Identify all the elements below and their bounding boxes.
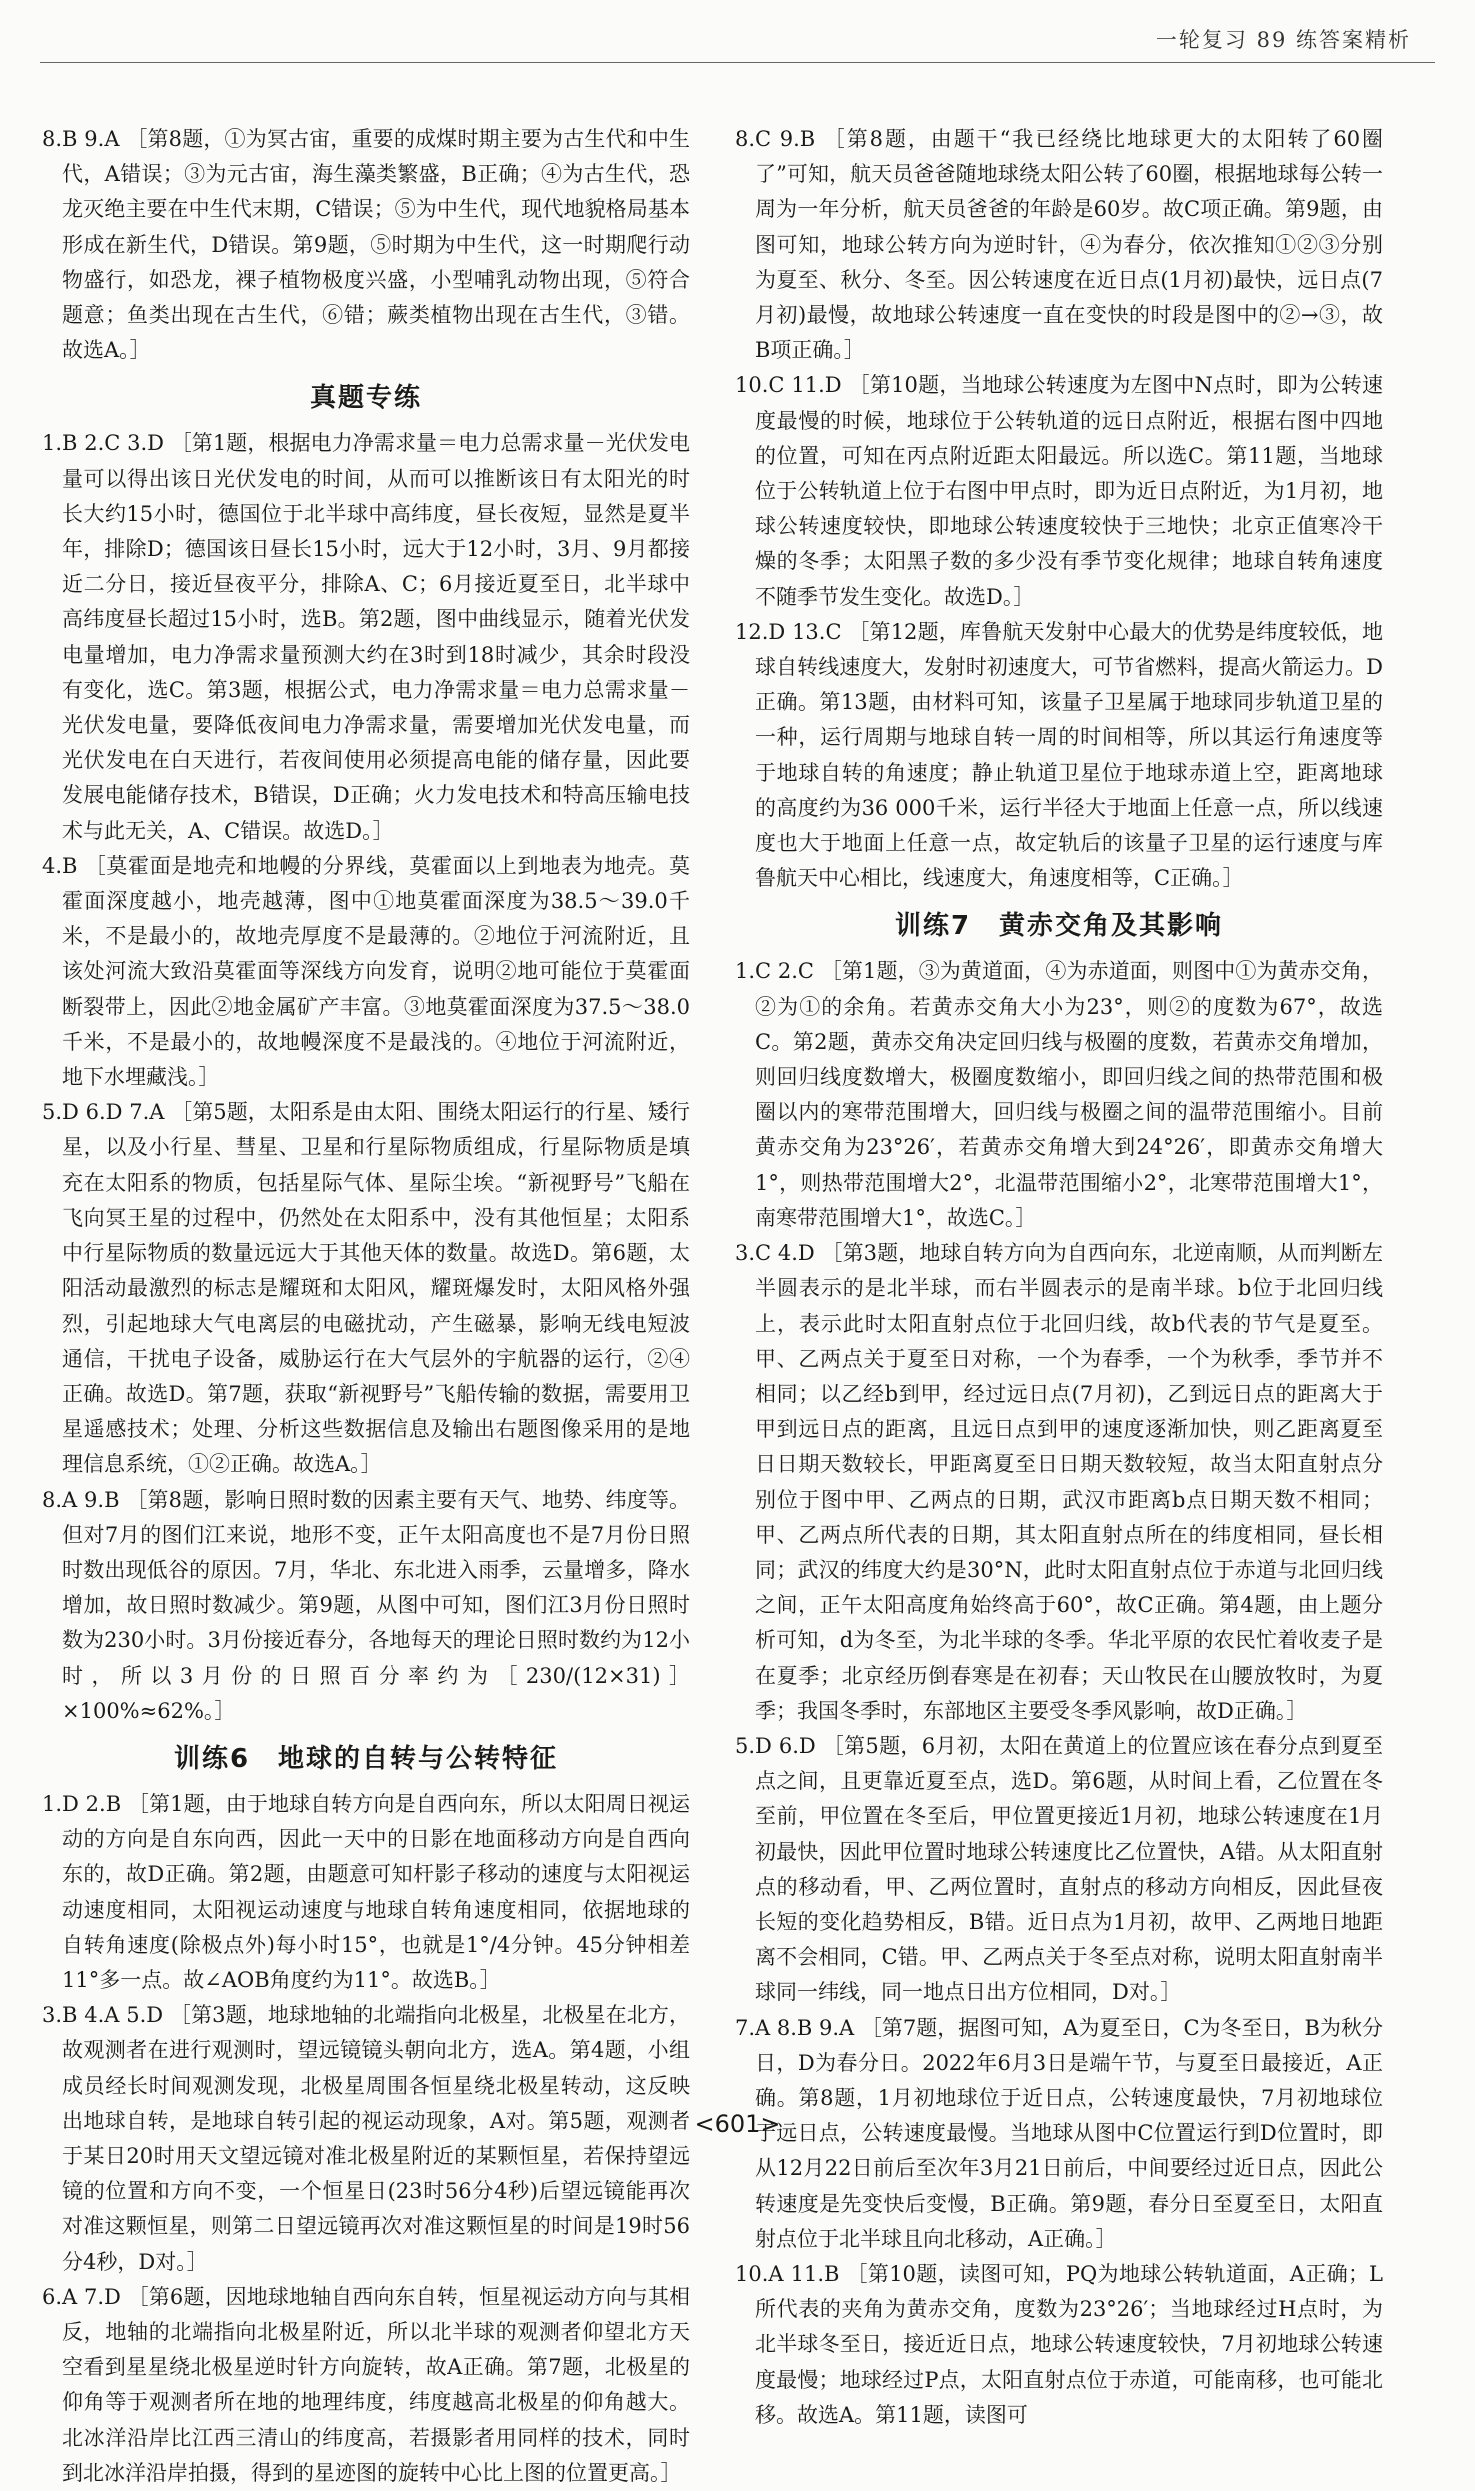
answer-paragraph: 3.C 4.D ［第3题，地球自转方向为自西向东，北逆南顺，从而判断左半圆表示的是北半球，而右半圆表示的是南半球。b位于北回归线上，表示此时太阳直射点位于北回归线，故b代表的节气是夏至。甲、乙两点关于夏至日对称，一个为春季，一个为秋季，季节并不相同；以乙经b到甲，经过远日点(7月初)，乙到远日点的距离大于甲到远日点的距离，且远日点到甲的速度逐渐加快，则乙距离夏至日日期天数较长，甲距离夏至日日期天数较短，故当太阳直射点分别位于图中甲、乙两点的日期，武汉市距离b点日期天数不相同；甲、乙两点所代表的日期，其太阳直射点所在的纬度相同，昼长相同；武汉的纬度大约是30°N，此时太阳直射点位于赤道与北回归线之间，正午太阳高度角始终高于60°，故C正确。第4题，由上题分析可知，d为冬至，为北半球的冬季。华北平原的农民忙着收麦子是在夏季；北京经历倒春寒是在初春；天山牧民在山腰放牧时，为夏季；我国冬季时，东部地区主要受冬季风影响，故D正确。］ xyxy=(735,1241,1383,1723)
answer-paragraph: 8.C 9.B ［第8题，由题干“我已经绕比地球更大的太阳转了60圈了”可知，航天员爸爸随地球绕太阳公转了60圈，根据地球每公转一周为一年分析，航天员爸爸的年龄是60岁。故C项正确。第9题，由图可知，地球公转方向为逆时针，④为春分，依次推知①②③分别为夏至、秋分、冬至。因公转速度在近日点(1月初)最快，远日点(7月初)最慢，故地球公转速度一直在变快的时段是图中的②→③，故B项正确。］ xyxy=(735,127,1383,363)
page-number: <601> xyxy=(694,2110,781,2138)
answer-paragraph: 4.B ［莫霍面是地壳和地幔的分界线，莫霍面以上到地表为地壳。莫霍面深度越小，地壳越薄，图中①地莫霍面深度为38.5～39.0千米，不是最小的，故地壳厚度不是最薄的。②地位于河流附近，且该处河流大致沿莫霍面等深线方向发育，说明②地可能位于莫霍面断裂带上，因此②地金属矿产丰富。③地莫霍面深度为37.5～38.0千米，不是最小的，故地幔深度不是最浅的。④地位于河流附近，地下水埋藏浅。］ xyxy=(42,853,690,1090)
section-title: 真题专练 xyxy=(309,383,422,414)
section-title: 训练7 黄赤交角及其影响 xyxy=(894,911,1224,942)
answer-paragraph: 7.A 8.B 9.A ［第7题，据图可知，A为夏至日，C为冬至日，B为秋分日，D为春分日。2022年6月3日是端午节，与夏至日最接近，A正确。第8题，1月初地球位于近日点，公转速度最快，7月初地球位于远日点，公转速度最慢。当地球从图中C位置运行到D位置时，即从12月22日前后至次年3月21日前后，中间要经过近日点，因此公转速度是先变快后变慢，B正确。第9题，春分日至夏至日，太阳直射点位于北半球且向北移动，A正确。］ xyxy=(735,2015,1383,2251)
answer-paragraph: 8.A 9.B ［第8题，影响日照时数的因素主要有天气、地势、纬度等。但对7月的图们江来说，地形不变，正午太阳高度也不是7月份日照时数出现低谷的原因。7月，华北、东北进入雨季，云量增多，降水增加，故日照时数减少。第9题，从图中可知，图们江3月份日照时数为230小时。3月份接近春分，各地每天的理论日照时数约为12小时，所以3月份的日照百分率约为［230/(12×31)］×100%≈62%。］ xyxy=(42,1487,690,1723)
answer-paragraph: 5.D 6.D ［第5题，6月初，太阳在黄道上的位置应该在春分点到夏至点之间，且更靠近夏至点，选D。第6题，从时间上看，乙位置在冬至前，甲位置在冬至后，甲位置更接近1月初，地球公转速度在1月初最快，因此甲位置时地球公转速度比乙位置快，A错。从太阳直射点的移动看，甲、乙两位置时，直射点的移动方向相反，因此昼夜长短的变化趋势相反，B错。近日点为1月初，故甲、乙两地日地距离不会相同，C错。甲、乙两点关于冬至点对称，说明太阳直射南半球同一纬线，同一地点日出方位相同，D对。］ xyxy=(735,1733,1383,2005)
running-header: 一轮复习 89 练答案精析 xyxy=(1155,28,1411,52)
answer-paragraph: 5.D 6.D 7.A ［第5题，太阳系是由太阳、围绕太阳运行的行星、矮行星，以及小行星、彗星、卫星和行星际物质组成，行星际物质是填充在太阳系的物质，包括星际气体、星际尘埃。“新视野号”飞船在飞向冥王星的过程中，仍然处在太阳系中，没有其他恒星；太阳系中行星际物质的数量远远大于其他天体的数量。故选D。第6题，太阳活动最激烈的标志是耀斑和太阳风，耀斑爆发时，太阳风格外强烈，引起地球大气电离层的电磁扰动，产生磁暴，影响无线电短波通信，干扰电子设备，威胁运行在大气层外的宇航器的运行，②④正确。故选D。第7题，获取“新视野号”飞船传输的数据，需要用卫星遥感技术；处理、分析这些数据信息及输出右题图像采用的是地理信息系统，①②正确。故选A。］ xyxy=(42,1100,690,1477)
answer-paragraph: 8.B 9.A ［第8题，①为冥古宙，重要的成煤时期主要为古生代和中生代，A错误；③为元古宙，海生藻类繁盛，B正确；④为古生代，恐龙灭绝主要在中生代末期，C错误；⑤为中生代，现代地貌格局基本形成在新生代，D错误。第9题，⑤时期为中生代，这一时期爬行动物盛行，如恐龙，裸子植物极度兴盛，小型哺乳动物出现，⑤符合题意；鱼类出现在古生代，⑥错；蕨类植物出现在古生代，③错。故选A。］ xyxy=(42,127,690,363)
answer-paragraph: 3.B 4.A 5.D ［第3题，地球地轴的北端指向北极星，北极星在北方，故观测者在进行观测时，望远镜镜头朝向北方，选A。第4题，小组成员经长时间观测发现，北极星周围各恒星绕北极星转动，这反映出地球自转，是地球自转引起的视运动现象，A对。第5题，观测者于某日20时用天文望远镜对准北极星附近的某颗恒星，若保持望远镜的位置和方向不变，一个恒星日(23时56分4秒)后望远镜能再次对准这颗恒星，则第二日望远镜再次对准这颗恒星的时间是19时56分4秒，D对。］ xyxy=(42,2003,690,2274)
answer-paragraph: 6.A 7.D ［第6题，因地球地轴自西向东自转，恒星视运动方向与其相反，地轴的北端指向北极星附近，所以北半球的观测者仰望北方天空看到星星绕北极星逆时针方向旋转，故A正确。第7题，北极星的仰角等于观测者所在地的地理纬度，纬度越高北极星的仰角越大。北冰洋沿岸比江西三清山的纬度高，若摄影者用同样的技术，同时到北冰洋沿岸拍摄，得到的星迹图的旋转中心比上图的位置更高。］ xyxy=(42,2284,690,2485)
right-column xyxy=(735,122,1383,2433)
answer-paragraph: 1.D 2.B ［第1题，由于地球自转方向是自西向东，所以太阳周日视运动的方向是自东向西，因此一天中的日影在地面移动方向是自西向东的，故D正确。第2题，由题意可知杆影子移动的速度与太阳视运动速度相同，太阳视运动速度与地球自转角速度相同，依据地球的自转角速度(除极点外)每小时15°，也就是1°/4分钟。45分钟相差11°多一点。故∠AOB角度约为11°。故选B。］ xyxy=(42,1791,690,1992)
header-divider xyxy=(40,62,1435,63)
section-title: 训练6 地球的自转与公转特征 xyxy=(173,1743,559,1774)
answer-paragraph: 1.B 2.C 3.D ［第1题，根据电力净需求量＝电力总需求量－光伏发电量可以得出该日光伏发电的时间，从而可以推断该日有太阳光的时长大约15小时，德国位于北半球中高纬度，昼长夜短，显然是夏半年，排除D；德国该日昼长15小时，远大于12小时，3月、9月都接近二分日，接近昼夜平分，排除A、C；6月接近夏至日，北半球中高纬度昼长超过15小时，选B。第2题，图中曲线显示，随着光伏发电量增加，电力净需求量预测大约在3时到18时减少，其余时段没有变化，选C。第3题，根据公式，电力净需求量＝电力总需求量－光伏发电量，要降低夜间电力净需求量，需要增加光伏发电量，而光伏发电在白天进行，若夜间使用必须提高电能的储存量，因此要发展电能储存技术，B错误，D正确；火力发电技术和特高压输电技术与此无关，A、C错误。故选D。］ xyxy=(42,431,690,843)
answer-paragraph: 10.C 11.D ［第10题，当地球公转速度为左图中N点时，即为公转速度最慢的时候，地球位于公转轨道的远日点附近，根据右图中四地的位置，可知在丙点附近距太阳最远。所以选C。第11题，当地球位于公转轨道上位于右图中甲点时，即为近日点附近，为1月初，地球公转速度较快，即地球公转速度较快于三地快；北京正值寒冷干燥的冬季；太阳黑子数的多少没有季节变化规律；地球自转角速度不随季节发生变化。故选D。］ xyxy=(735,373,1383,609)
answer-paragraph: 1.C 2.C ［第1题，③为黄道面，④为赤道面，则图中①为黄赤交角，②为①的余角。若黄赤交角大小为23°，则②的度数为67°，故选C。第2题，黄赤交角决定回归线与极圈的度数，若黄赤交角增加，则回归线度数增大，极圈度数缩小，即回归线之间的热带范围和极圈以内的寒带范围增大，回归线与极圈之间的温带范围缩小。目前黄赤交角为23°26′，若黄赤交角增大到24°26′，即黄赤交角增大1°，则热带范围增大2°，北温带范围缩小2°，北寒带范围增大1°，南寒带范围增大1°，故选C。］ xyxy=(735,959,1383,1230)
answer-paragraph: 10.A 11.B ［第10题，读图可知，PQ为地球公转轨道面，A正确；L所代表的夹角为黄赤交角，度数为23°26′；当地球经过H点时，为北半球冬至日，接近近日点，地球公转速度较快，7月初地球公转速度最慢；地球经过P点，太阳直射点位于赤道，可能南移，也可能北移。故选A。第11题，读图可 xyxy=(735,2261,1383,2427)
answer-paragraph: 12.D 13.C ［第12题，库鲁航天发射中心最大的优势是纬度较低，地球自转线速度大，发射时初速度大，可节省燃料，提高火箭运力。D正确。第13题，由材料可知，该量子卫星属于地球同步轨道卫星的一种，运行周期与地球自转一周的时间相等，所以其运行角速度等于地球自转的角速度；静止轨道卫星位于地球赤道上空，距离地球的高度约为36 000千米，运行半径大于地面上任意一点，所以线速度也大于地面上任意一点，故定轨后的该量子卫星的运行速度与库鲁航天中心相比，线速度大，角速度相等，C正确。］ xyxy=(735,619,1383,891)
